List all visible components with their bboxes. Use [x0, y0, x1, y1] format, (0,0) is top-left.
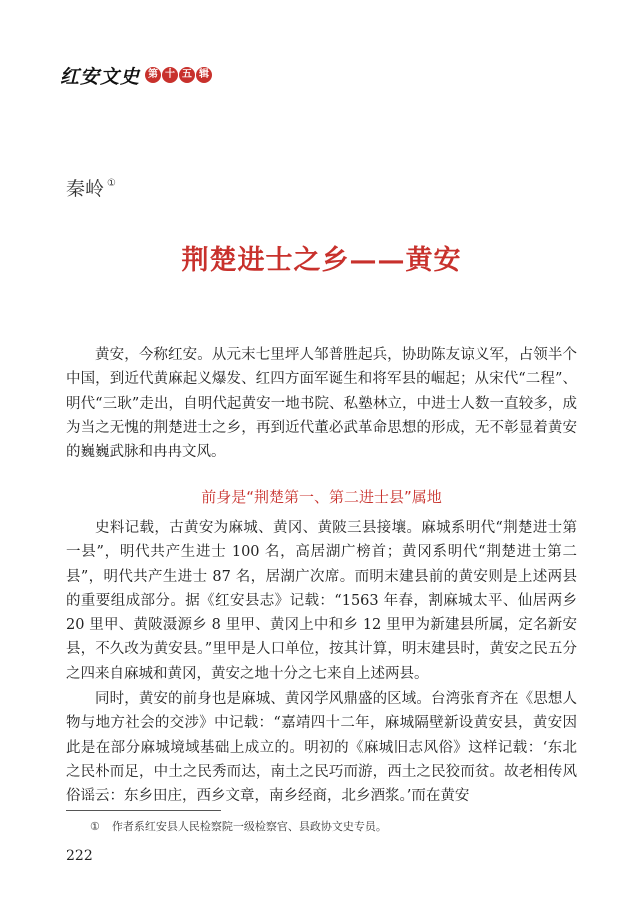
footnote-divider — [66, 810, 221, 811]
volume-char: 第 — [145, 67, 161, 83]
footnote-text: 作者系红安县人民检察院一级检察官、县政协文史专员。 — [111, 820, 387, 833]
section-heading: 前身是“荆楚第一、第二进士县”属地 — [201, 488, 442, 506]
page-number: 222 — [66, 848, 93, 864]
volume-badges — [144, 67, 212, 83]
article-title: 荆楚进士之乡——黄安 — [181, 245, 462, 276]
footnote-reference[interactable]: ① — [107, 178, 116, 189]
running-header — [60, 62, 212, 88]
volume-char: 辑 — [196, 67, 212, 83]
body-paragraph-2: 同时，黄安的前身也是麻城、黄冈学风鼎盛的区域。台湾张育齐在《思想人物与地方社会的交涉》中记载：“嘉靖四十二年，麻城隔壁新设黄安县，黄安因此是在部分麻城境域基础上成立的。明初的《麻城旧志风俗》这样记载：‘东北之民朴而足，中土之民秀而达，南土之民巧而游，西土之民狡而贫。故老相传风俗谣云：东乡田庄，西乡文章，南乡经商，北乡酒浆。’而在黄安 — [66, 691, 577, 805]
footnote-mark: ① — [90, 820, 100, 833]
body-paragraph-1: 史料记载，古黄安为麻城、黄冈、黄陂三县接壤。麻城系明代“荆楚进士第一县”，明代共产生进士 100 名，高居湖广榜首；黄冈系明代“荆楚进士第二县”，明代共产生进士 87 名，居湖广次席。而明末建县前的黄安则是上述两县的重要组成部分。据《红安县志》记载：“1563 年春，割麻城太平、仙居两乡 20 里甲、黄陂滠源乡 8 里甲、黄冈上中和乡 12 里甲为新建县所属，定名新安县，不久改为黄安县。”里甲是人口单位，按其计算，明末建县时，黄安之民五分之四来自麻城和黄冈，黄安之地十分之七来自上述两县。 — [66, 520, 577, 682]
volume-char: 五 — [179, 67, 195, 83]
series-title: 红安文史 — [60, 65, 141, 88]
footnote — [90, 818, 387, 834]
author-name: 秦岭 — [66, 178, 105, 200]
volume-char: 十 — [162, 67, 178, 83]
intro-paragraph: 黄安，今称红安。从元末七里坪人邹普胜起兵，协助陈友谅义军，占领半个中国，到近代黄麻起义爆发、红四方面军诞生和将军县的崛起；从宋代“二程”、明代“三耿”走出，自明代起黄安一地书院、私塾林立，中进士人数一直较多，成为当之无愧的荆楚进士之乡，再到近代董必武革命思想的形成，无不彰显着黄安的巍巍武脉和冉冉文风。 — [66, 347, 577, 461]
author-line — [66, 174, 116, 201]
